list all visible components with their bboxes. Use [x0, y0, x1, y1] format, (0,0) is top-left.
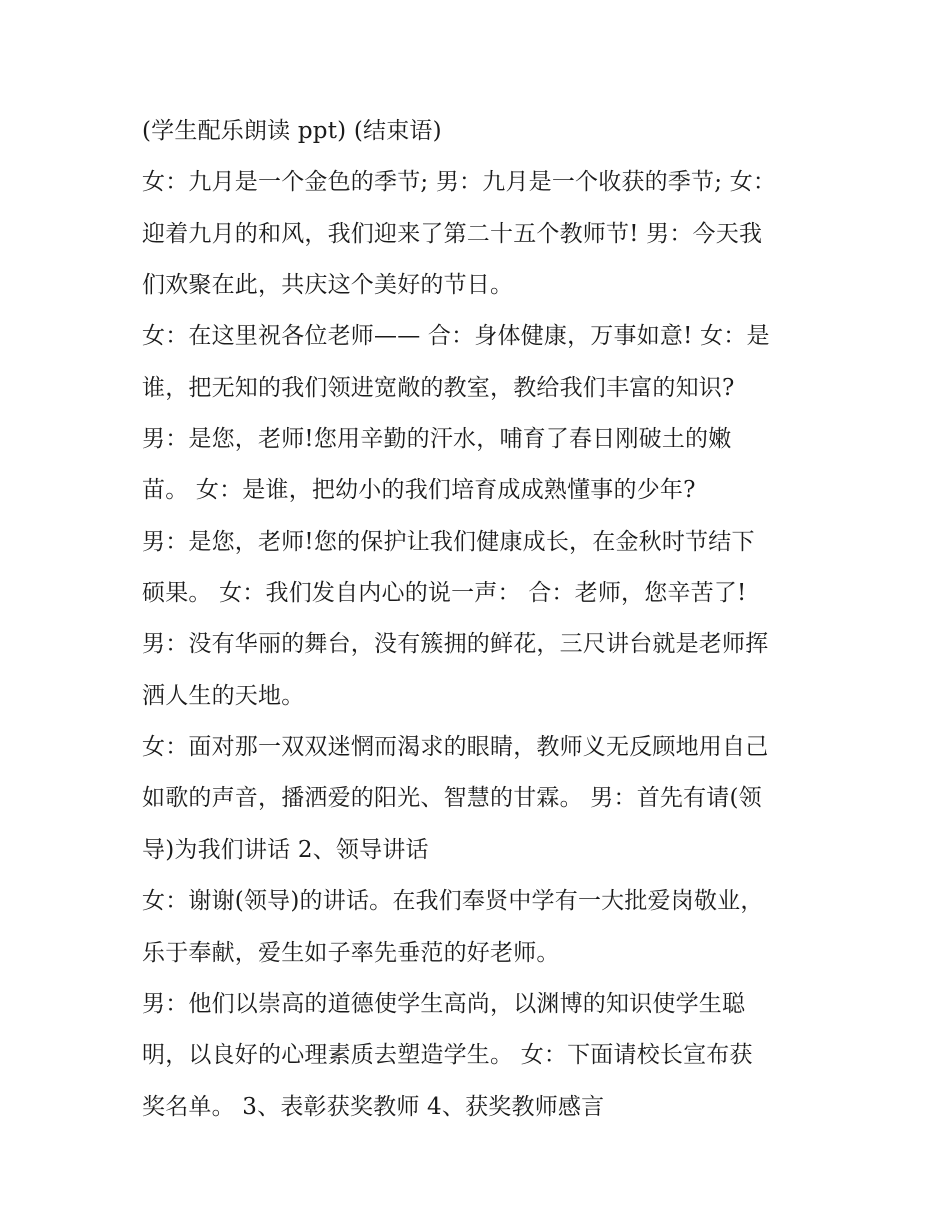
text-line: 男：是您，老师!您用辛勤的汗水，哺育了春日刚破土的嫩	[142, 426, 732, 453]
text-line: 们欢聚在此，共庆这个美好的节日。	[142, 272, 514, 299]
text-line: 男：是您，老师!您的保护让我们健康成长，在金秋时节结下	[142, 528, 755, 555]
text-line: 谁，把无知的我们领进宽敞的教室，教给我们丰富的知识?	[142, 374, 735, 401]
text-line: 奖名单。 3、表彰获奖教师 4、获奖教师感言	[142, 1093, 605, 1120]
text-line: 苗。 女：是谁，把幼小的我们培育成成熟懂事的少年?	[142, 477, 696, 504]
document-body	[142, 112, 822, 1139]
text-line: 迎着九月的和风，我们迎来了第二十五个教师节! 男：今天我	[142, 220, 763, 247]
text-line: 女：在这里祝各位老师—— 合：身体健康，万事如意! 女：是	[142, 323, 770, 350]
text-line: 乐于奉献，爱生如子率先垂范的好老师。	[142, 939, 560, 966]
text-line: 硕果。 女：我们发自内心的说一声： 合：老师，您辛苦了!	[142, 580, 747, 607]
text-line: 女：面对那一双双迷惘而渴求的眼睛，教师义无反顾地用自己	[142, 734, 769, 761]
text-line: 女：谢谢(领导)的讲话。在我们奉贤中学有一大批爱岗敬业，	[142, 888, 764, 915]
text-line: (学生配乐朗读 ppt) (结束语)	[142, 118, 442, 144]
text-line: 如歌的声音，播洒爱的阳光、智慧的甘霖。 男：首先有请(领	[142, 785, 762, 812]
text-line: 导)为我们讲话 2、领导讲话	[142, 836, 429, 863]
text-line: 男：没有华丽的舞台，没有簇拥的鲜花，三尺讲台就是老师挥	[142, 631, 769, 658]
text-line: 明，以良好的心理素质去塑造学生。 女：下面请校长宣布获	[142, 1042, 753, 1069]
text-line: 男：他们以崇高的道德使学生高尚，以渊博的知识使学生聪	[142, 990, 746, 1017]
text-line: 女：九月是一个金色的季节; 男：九月是一个收获的季节; 女：	[142, 169, 777, 196]
text-line: 洒人生的天地。	[142, 682, 305, 709]
